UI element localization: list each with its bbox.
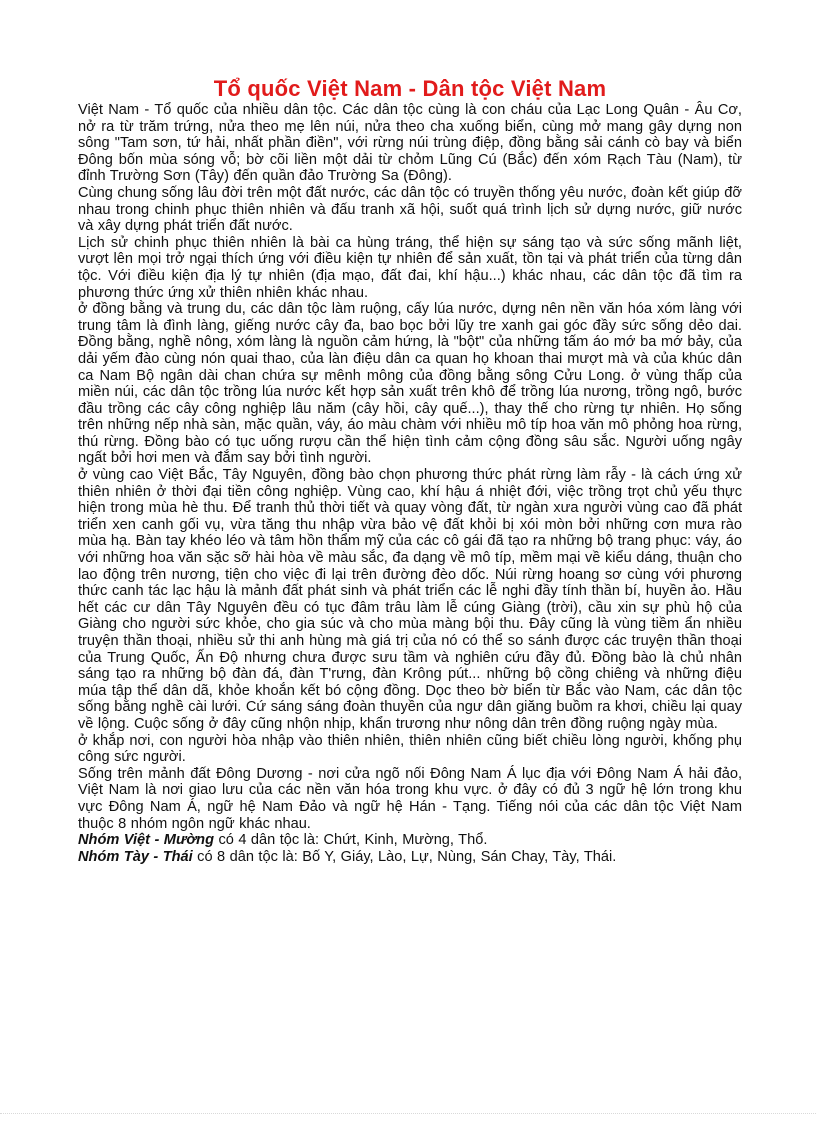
paragraph-intro: Việt Nam - Tổ quốc của nhiều dân tộc. Các dân tộc cùng là con cháu của Lạc Long Quân - Âu Cơ, nở ra từ trăm trứng, nửa theo mẹ lên núi, nửa theo cha xuống biển, cùng mở mang gây dựng non sông "Tam sơn, tứ hải, nhất phần điền", với rừng núi trùng điệp, đồng bằng sải cánh cò bay và biển Đông bốn mùa sóng vỗ; bờ cõi liền một dải từ chỏm Lũng Cú (Bắc) đến xóm Rạch Tàu (Nam), từ đỉnh Trường Sơn (Tây) đến quần đảo Trường Sa (Đông). — [78, 102, 742, 185]
document-page — [78, 76, 742, 865]
paragraph-harmony: ở khắp nơi, con người hòa nhập vào thiên nhiên, thiên nhiên cũng biết chiều lòng người, khống phụ công sức người. — [78, 732, 742, 766]
group-text: có 4 dân tộc là: Chứt, Kinh, Mường, Thổ. — [214, 832, 488, 849]
group-tay-thai — [78, 849, 742, 866]
paragraph-unity: Cùng chung sống lâu đời trên một đất nước, các dân tộc có truyền thống yêu nước, đoàn kết giúp đỡ nhau trong chinh phục thiên nhiên và đấu tranh xã hội, suốt quá trình lịch sử dựng nước, giữ nước và xây dựng phát triển đất nước. — [78, 184, 742, 235]
paragraph-lowlands: ở đồng bằng và trung du, các dân tộc làm ruộng, cấy lúa nước, dựng nên nền văn hóa xóm làng với trung tâm là đình làng, giếng nước cây đa, bao bọc bởi lũy tre xanh gai góc đầy sức sống dẻo dai. Đồng bằng, nghề nông, xóm làng là nguồn cảm hứng, là "bột" của những tấm áo mớ ba mớ bảy, của dải yếm đào cùng nón quai thao, của làn điệu dân ca quan họ khoan thai mượt mà và của khúc dân ca Nam Bộ ngân dài chan chứa sự mênh mông của đồng bằng sông Cửu Long. ở vùng thấp của miền núi, các dân tộc trồng lúa nước kết hợp sản xuất trên khô để trồng lúa nương, trồng ngô, bước đầu trồng các cây công nghiệp lâu năm (cây hồi, cây quế...), thay thế cho rừng tự nhiên. Họ sống trên những nếp nhà sàn, mặc quần, váy, áo màu chàm với nhiều mô típ hoa văn mô phỏng hoa rừng, thú rừng. Đồng bào có tục uống rượu cần thể hiện tình cảm cộng đồng sâu sắc. Người uống ngây ngất bởi hơi men và đắm say bởi tình người. — [78, 301, 742, 467]
page-title: Tổ quốc Việt Nam - Dân tộc Việt Nam — [213, 76, 607, 101]
group-viet-muong — [78, 832, 742, 849]
group-label: Nhóm Tày - Thái — [78, 848, 193, 865]
paragraph-highlands: ở vùng cao Việt Bắc, Tây Nguyên, đồng bào chọn phương thức phát rừng làm rẫy - là cách ứng xử thiên nhiên ở thời đại tiền công nghiệp. Vùng cao, khí hậu á nhiệt đới, việc trồng trọt chủ yếu thực hiện trong mùa hè thu. Để tranh thủ thời tiết và quay vòng đất, từ ngàn xưa người vùng cao đã phát triển xen canh gối vụ, vừa tăng thu nhập vừa bảo vệ đất khỏi bị xói mòn bởi những cơn mưa rào mùa hạ. Bàn tay khéo léo và tâm hồn thẩm mỹ của các cô gái đã tạo ra những bộ trang phục: váy, áo với những hoa văn sặc sỡ hài hòa về màu sắc, đa dạng về mô típ, mềm mại về kiểu dáng, thuận cho lao động trên nương, tiện cho việc đi lại trên đường đèo dốc. Núi rừng hoang sơ cùng với phương thức canh tác lạc hậu là mảnh đất phát sinh và phát triển các lễ nghi đầy tính thần bí, huyền ảo. Hầu hết các cư dân Tây Nguyên đều có tục đâm trâu làm lễ cúng Giàng (trời), cầu xin sự phù hộ của Giàng cho người sức khỏe, cho gia súc và cho mùa màng bội thu. Đây cũng là vùng tiềm ẩn nhiều truyện thần thoại, nhiều sử thi anh hùng mà giá trị của nó có thể so sánh được các truyện thần thoại của Trung Quốc, Ấn Độ nhưng chưa được sưu tầm và nghiên cứu đầy đủ. Đồng bào là chủ nhân sáng tạo ra những bộ đàn đá, đàn T'rưng, đàn Krông pút... những bộ cồng chiêng và những điệu múa tập thể dân dã, khỏe khoắn kết bó cộng đồng. Dọc theo bờ biển từ Bắc vào Nam, các dân tộc sống bằng nghề cài lưới. Cứ sáng sáng đoàn thuyền của ngư dân giăng buồm ra khơi, chiều lại quay về lộng. Cuộc sống ở đây cũng nhộn nhịp, khẩn trương như nông dân trên đồng ruộng ngày mùa. — [78, 467, 742, 732]
page-bottom-divider — [0, 1113, 816, 1114]
paragraph-history: Lịch sử chinh phục thiên nhiên là bài ca hùng tráng, thể hiện sự sáng tạo và sức sống mãnh liệt, vượt lên mọi trở ngại thích ứng với điều kiện tự nhiên để sản xuất, tồn tại và phát triển của từng dân tộc. Với điều kiện địa lý tự nhiên (địa mạo, đất đai, khí hậu...) khác nhau, các dân tộc đã tìm ra phương thức ứng xử thiên nhiên khác nhau. — [78, 234, 742, 301]
group-label: Nhóm Việt - Mường — [78, 832, 214, 849]
paragraph-languages: Sống trên mảnh đất Đông Dương - nơi cửa ngõ nối Đông Nam Á lục địa với Đông Nam Á hải đảo, Việt Nam là nơi giao lưu của các nền văn hóa trong khu vực. ở đây có đủ 3 ngữ hệ lớn trong khu vực Đông Nam Á, ngữ hệ Nam Đảo và ngữ hệ Hán - Tạng. Tiếng nói của các dân tộc Việt Nam thuộc 8 nhóm ngôn ngữ khác nhau. — [78, 765, 742, 832]
group-text: có 8 dân tộc là: Bố Y, Giáy, Lào, Lự, Nùng, Sán Chay, Tày, Thái. — [192, 848, 617, 865]
